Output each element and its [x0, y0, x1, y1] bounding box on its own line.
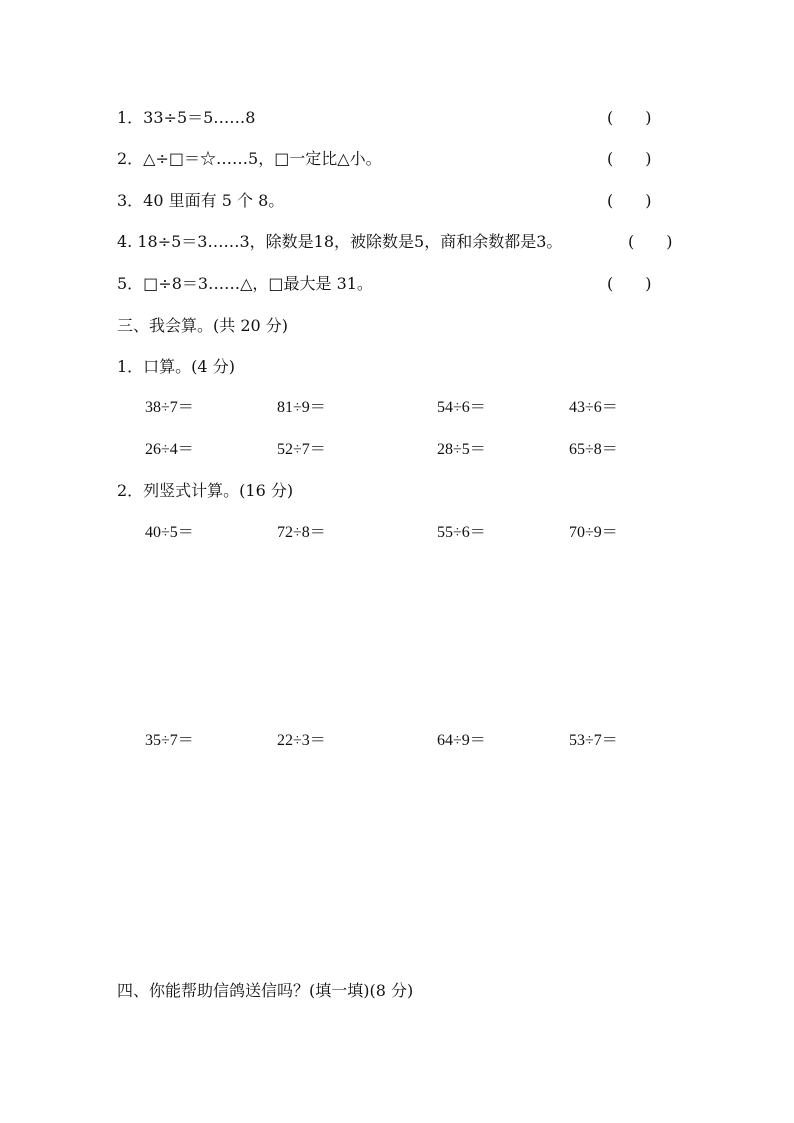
- section-4-title: 四、你能帮助信鸽送信吗？(填一填)(8 分): [117, 981, 414, 1000]
- vertical-problem: 55÷6＝: [437, 524, 486, 541]
- oral-problem: 54÷6＝: [437, 399, 486, 416]
- oral-problem: 52÷7＝: [277, 441, 326, 458]
- vertical-problem: 40÷5＝: [145, 524, 194, 541]
- vertical-problem: 22÷3＝: [277, 732, 326, 749]
- answer-paren-3[interactable]: ( ): [607, 191, 652, 210]
- judge-item-5: 5．□÷8＝3……△，□最大是 31。: [117, 274, 373, 293]
- judge-item-1: 1．33÷5＝5……8: [117, 108, 256, 127]
- oral-calc-title: 1．口算。(4 分): [117, 357, 235, 376]
- vertical-problem: 35÷7＝: [145, 732, 194, 749]
- answer-paren-5[interactable]: ( ): [607, 274, 652, 293]
- judge-item-2: 2．△÷□＝☆……5，□一定比△小。: [117, 149, 382, 168]
- section-3-title: 三、我会算。(共 20 分): [117, 316, 289, 335]
- vertical-problem: 70÷9＝: [569, 524, 618, 541]
- answer-paren-1[interactable]: ( ): [607, 108, 652, 127]
- oral-problem: 28÷5＝: [437, 441, 486, 458]
- oral-problem: 43÷6＝: [569, 399, 618, 416]
- oral-problem: 81÷9＝: [277, 399, 326, 416]
- judge-item-3: 3．40 里面有 5 个 8。: [117, 191, 285, 210]
- oral-problem: 26÷4＝: [145, 441, 194, 458]
- answer-paren-4[interactable]: ( ): [628, 232, 673, 251]
- answer-paren-2[interactable]: ( ): [607, 149, 652, 168]
- vertical-problem: 53÷7＝: [569, 732, 618, 749]
- oral-problem: 38÷7＝: [145, 399, 194, 416]
- oral-problem: 65÷8＝: [569, 441, 618, 458]
- vertical-problem: 72÷8＝: [277, 524, 326, 541]
- vertical-problem: 64÷9＝: [437, 732, 486, 749]
- vertical-calc-title: 2．列竖式计算。(16 分): [117, 481, 294, 500]
- judge-item-4: 4. 18÷5＝3……3，除数是18，被除数是5，商和余数都是3。: [117, 232, 563, 251]
